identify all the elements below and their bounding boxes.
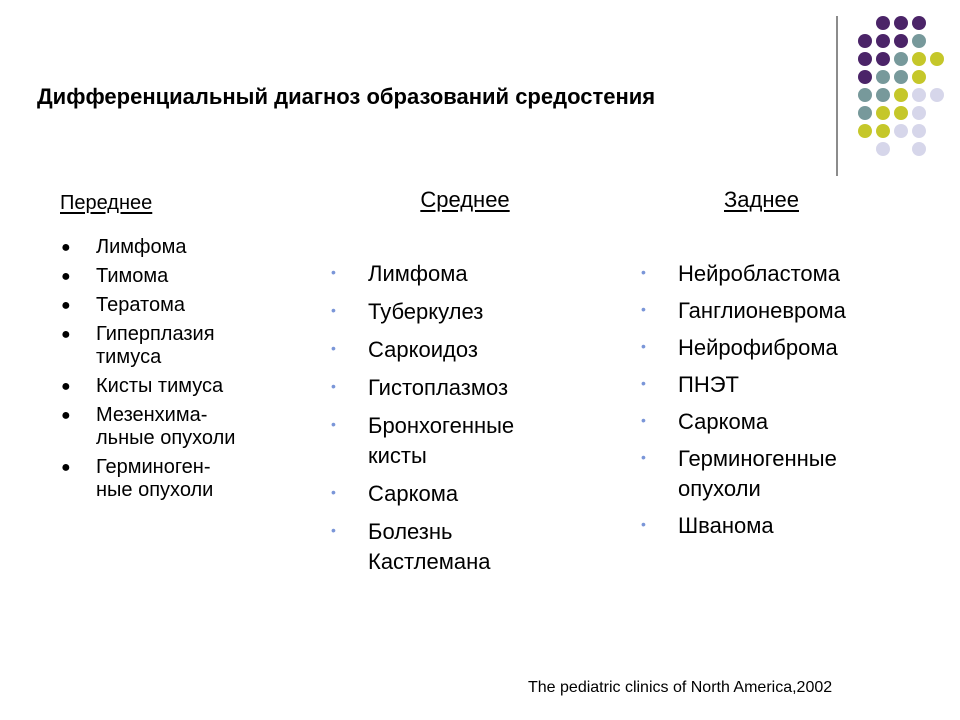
- decorative-dot: [876, 70, 890, 84]
- list-item-label: Тимома: [96, 265, 169, 287]
- bullet-icon: •: [331, 416, 336, 432]
- decorative-dot: [912, 142, 926, 156]
- bullet-icon: ●: [61, 407, 71, 424]
- bullet-icon: •: [641, 375, 646, 391]
- decorative-dot: [894, 70, 908, 84]
- list-item: [640, 511, 940, 541]
- list-item: [60, 375, 330, 398]
- bullet-icon: •: [331, 264, 336, 280]
- decorative-dot: [858, 88, 872, 102]
- list-item: [60, 294, 330, 317]
- decorative-dot: [894, 52, 908, 66]
- list-item: [640, 370, 940, 400]
- decorative-dot: [876, 106, 890, 120]
- list-item: [640, 444, 940, 504]
- list-item: [640, 296, 940, 326]
- list-item-label: Саркоидоз: [368, 337, 478, 362]
- list-anterior: [60, 236, 330, 502]
- decorative-dot: [858, 124, 872, 138]
- bullet-icon: •: [641, 264, 646, 280]
- list-item: [60, 323, 330, 369]
- decorative-dot: [894, 34, 908, 48]
- list-item-label: Лимфома: [368, 261, 468, 286]
- column-posterior: [640, 185, 940, 548]
- list-item-label: Шванома: [678, 513, 774, 538]
- list-item-label: Лимфома: [96, 236, 187, 258]
- list-item: [60, 236, 330, 259]
- list-item-label: Нейробластома: [678, 261, 840, 286]
- column-heading-anterior: Переднее: [60, 192, 153, 214]
- decorative-dot: [930, 88, 944, 102]
- bullet-icon: •: [331, 302, 336, 318]
- decorative-dot: [876, 16, 890, 30]
- list-item: [330, 335, 590, 365]
- decorative-dot: [912, 16, 926, 30]
- list-item: [60, 404, 330, 450]
- list-item-label: Туберкулез: [368, 299, 484, 324]
- list-item-label: Саркома: [678, 409, 769, 434]
- bullet-icon: ●: [61, 268, 71, 285]
- decorative-dot: [876, 142, 890, 156]
- list-item-label: Мезенхима- льные опухоли: [96, 404, 236, 449]
- decorative-dot: [876, 52, 890, 66]
- decorative-divider-line: [836, 16, 838, 176]
- decorative-dot: [858, 52, 872, 66]
- decorative-dot: [858, 106, 872, 120]
- list-item-label: Тератома: [96, 294, 185, 316]
- bullet-icon: •: [641, 449, 646, 465]
- decorative-dot: [912, 88, 926, 102]
- slide-title: Дифференциальный диагноз образований средостения: [37, 84, 656, 109]
- list-posterior: [640, 259, 940, 541]
- list-item-label: Саркома: [368, 481, 459, 506]
- list-item: [330, 297, 590, 327]
- bullet-icon: ●: [61, 378, 71, 395]
- decorative-dot: [912, 34, 926, 48]
- decorative-dot: [894, 16, 908, 30]
- decorative-dot: [876, 124, 890, 138]
- column-heading-middle: Среднее: [420, 187, 510, 212]
- bullet-icon: •: [331, 522, 336, 538]
- decorative-dot: [912, 70, 926, 84]
- decorative-dot: [912, 106, 926, 120]
- list-item-label: Бронхогенные кисты: [368, 413, 515, 468]
- decorative-dot: [930, 52, 944, 66]
- bullet-icon: •: [641, 301, 646, 317]
- list-middle: [330, 259, 590, 577]
- list-item: [640, 259, 940, 289]
- decorative-dot: [876, 88, 890, 102]
- list-item-label: Нейрофиброма: [678, 335, 838, 360]
- list-item-label: Гиперплазия тимуса: [96, 323, 215, 368]
- bullet-icon: •: [331, 484, 336, 500]
- list-item: [640, 407, 940, 437]
- decorative-dot: [912, 124, 926, 138]
- decorative-dot: [876, 34, 890, 48]
- bullet-icon: ●: [61, 459, 71, 476]
- decorative-dot: [894, 124, 908, 138]
- bullet-icon: ●: [61, 239, 71, 256]
- bullet-icon: ●: [61, 297, 71, 314]
- list-item-label: Герминоген- ные опухоли: [96, 456, 214, 501]
- decorative-dot: [858, 70, 872, 84]
- bullet-icon: ●: [61, 326, 71, 343]
- source-citation: The pediatric clinics of North America,2002: [528, 679, 833, 696]
- list-item: [330, 517, 590, 577]
- list-item: [60, 265, 330, 288]
- list-item: [60, 456, 330, 502]
- decorative-dot: [858, 34, 872, 48]
- list-item-label: Герминогенные опухоли: [678, 446, 837, 501]
- bullet-icon: •: [331, 340, 336, 356]
- bullet-icon: •: [641, 412, 646, 428]
- decorative-dot: [894, 88, 908, 102]
- column-heading-posterior: Заднее: [724, 187, 799, 212]
- list-item-label: Гистоплазмоз: [368, 375, 509, 400]
- bullet-icon: •: [641, 338, 646, 354]
- decorative-dot: [912, 52, 926, 66]
- list-item-label: ПНЭТ: [678, 372, 739, 397]
- column-middle: [330, 185, 590, 585]
- list-item-label: Ганглионеврома: [678, 298, 846, 323]
- list-item: [640, 333, 940, 363]
- bullet-icon: •: [331, 378, 336, 394]
- list-item: [330, 479, 590, 509]
- list-item: [330, 259, 590, 289]
- bullet-icon: •: [641, 516, 646, 532]
- column-anterior: [60, 188, 330, 508]
- list-item-label: Кисты тимуса: [96, 375, 224, 397]
- decorative-dot: [894, 106, 908, 120]
- list-item: [330, 373, 590, 403]
- list-item: [330, 411, 590, 471]
- list-item-label: Болезнь Кастлемана: [368, 519, 491, 574]
